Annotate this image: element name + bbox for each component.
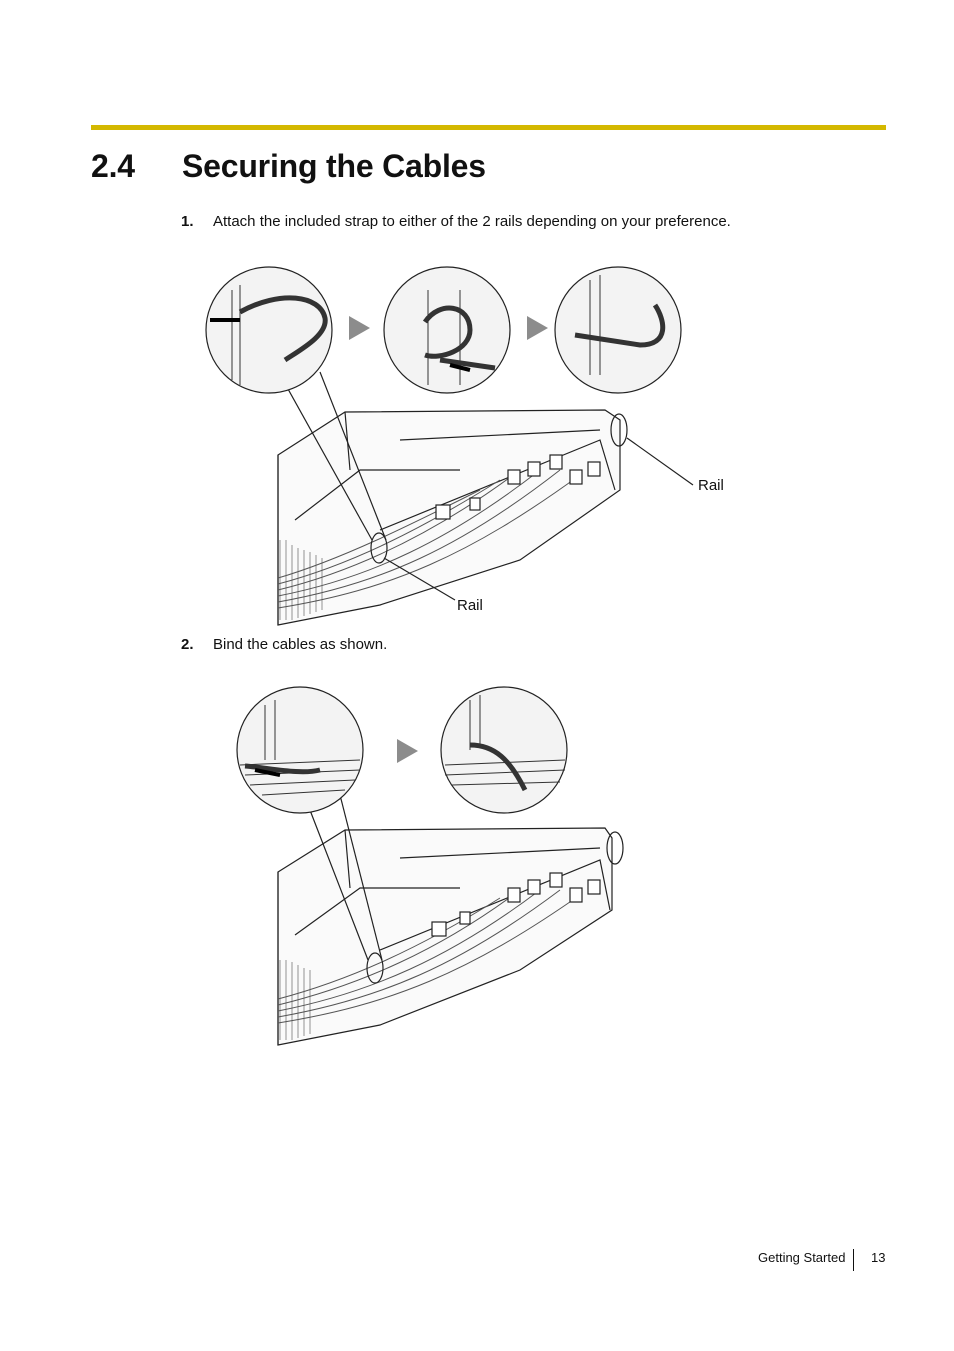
footer-page-number: 13 xyxy=(871,1250,886,1265)
step-2-number: 2. xyxy=(181,636,194,653)
rail-label-right: Rail xyxy=(698,477,724,494)
step-1-text: Attach the included strap to either of the 2 rails depending on your preference. xyxy=(213,213,731,230)
section-title: Securing the Cables xyxy=(182,148,486,184)
section-number: 2.4 xyxy=(91,148,135,184)
figure-cable-binding xyxy=(0,660,954,1060)
rail-label-bottom: Rail xyxy=(457,597,483,614)
play-arrow-icon xyxy=(527,316,548,340)
step-2 xyxy=(181,636,387,653)
step-2-text: Bind the cables as shown. xyxy=(213,636,388,653)
play-arrow-icon xyxy=(397,739,418,763)
footer-section-name: Getting Started xyxy=(758,1250,846,1265)
figure-strap-attachment xyxy=(0,0,954,640)
step-1-number: 1. xyxy=(181,213,194,230)
play-arrow-icon xyxy=(349,316,370,340)
footer-separator xyxy=(853,1249,854,1271)
